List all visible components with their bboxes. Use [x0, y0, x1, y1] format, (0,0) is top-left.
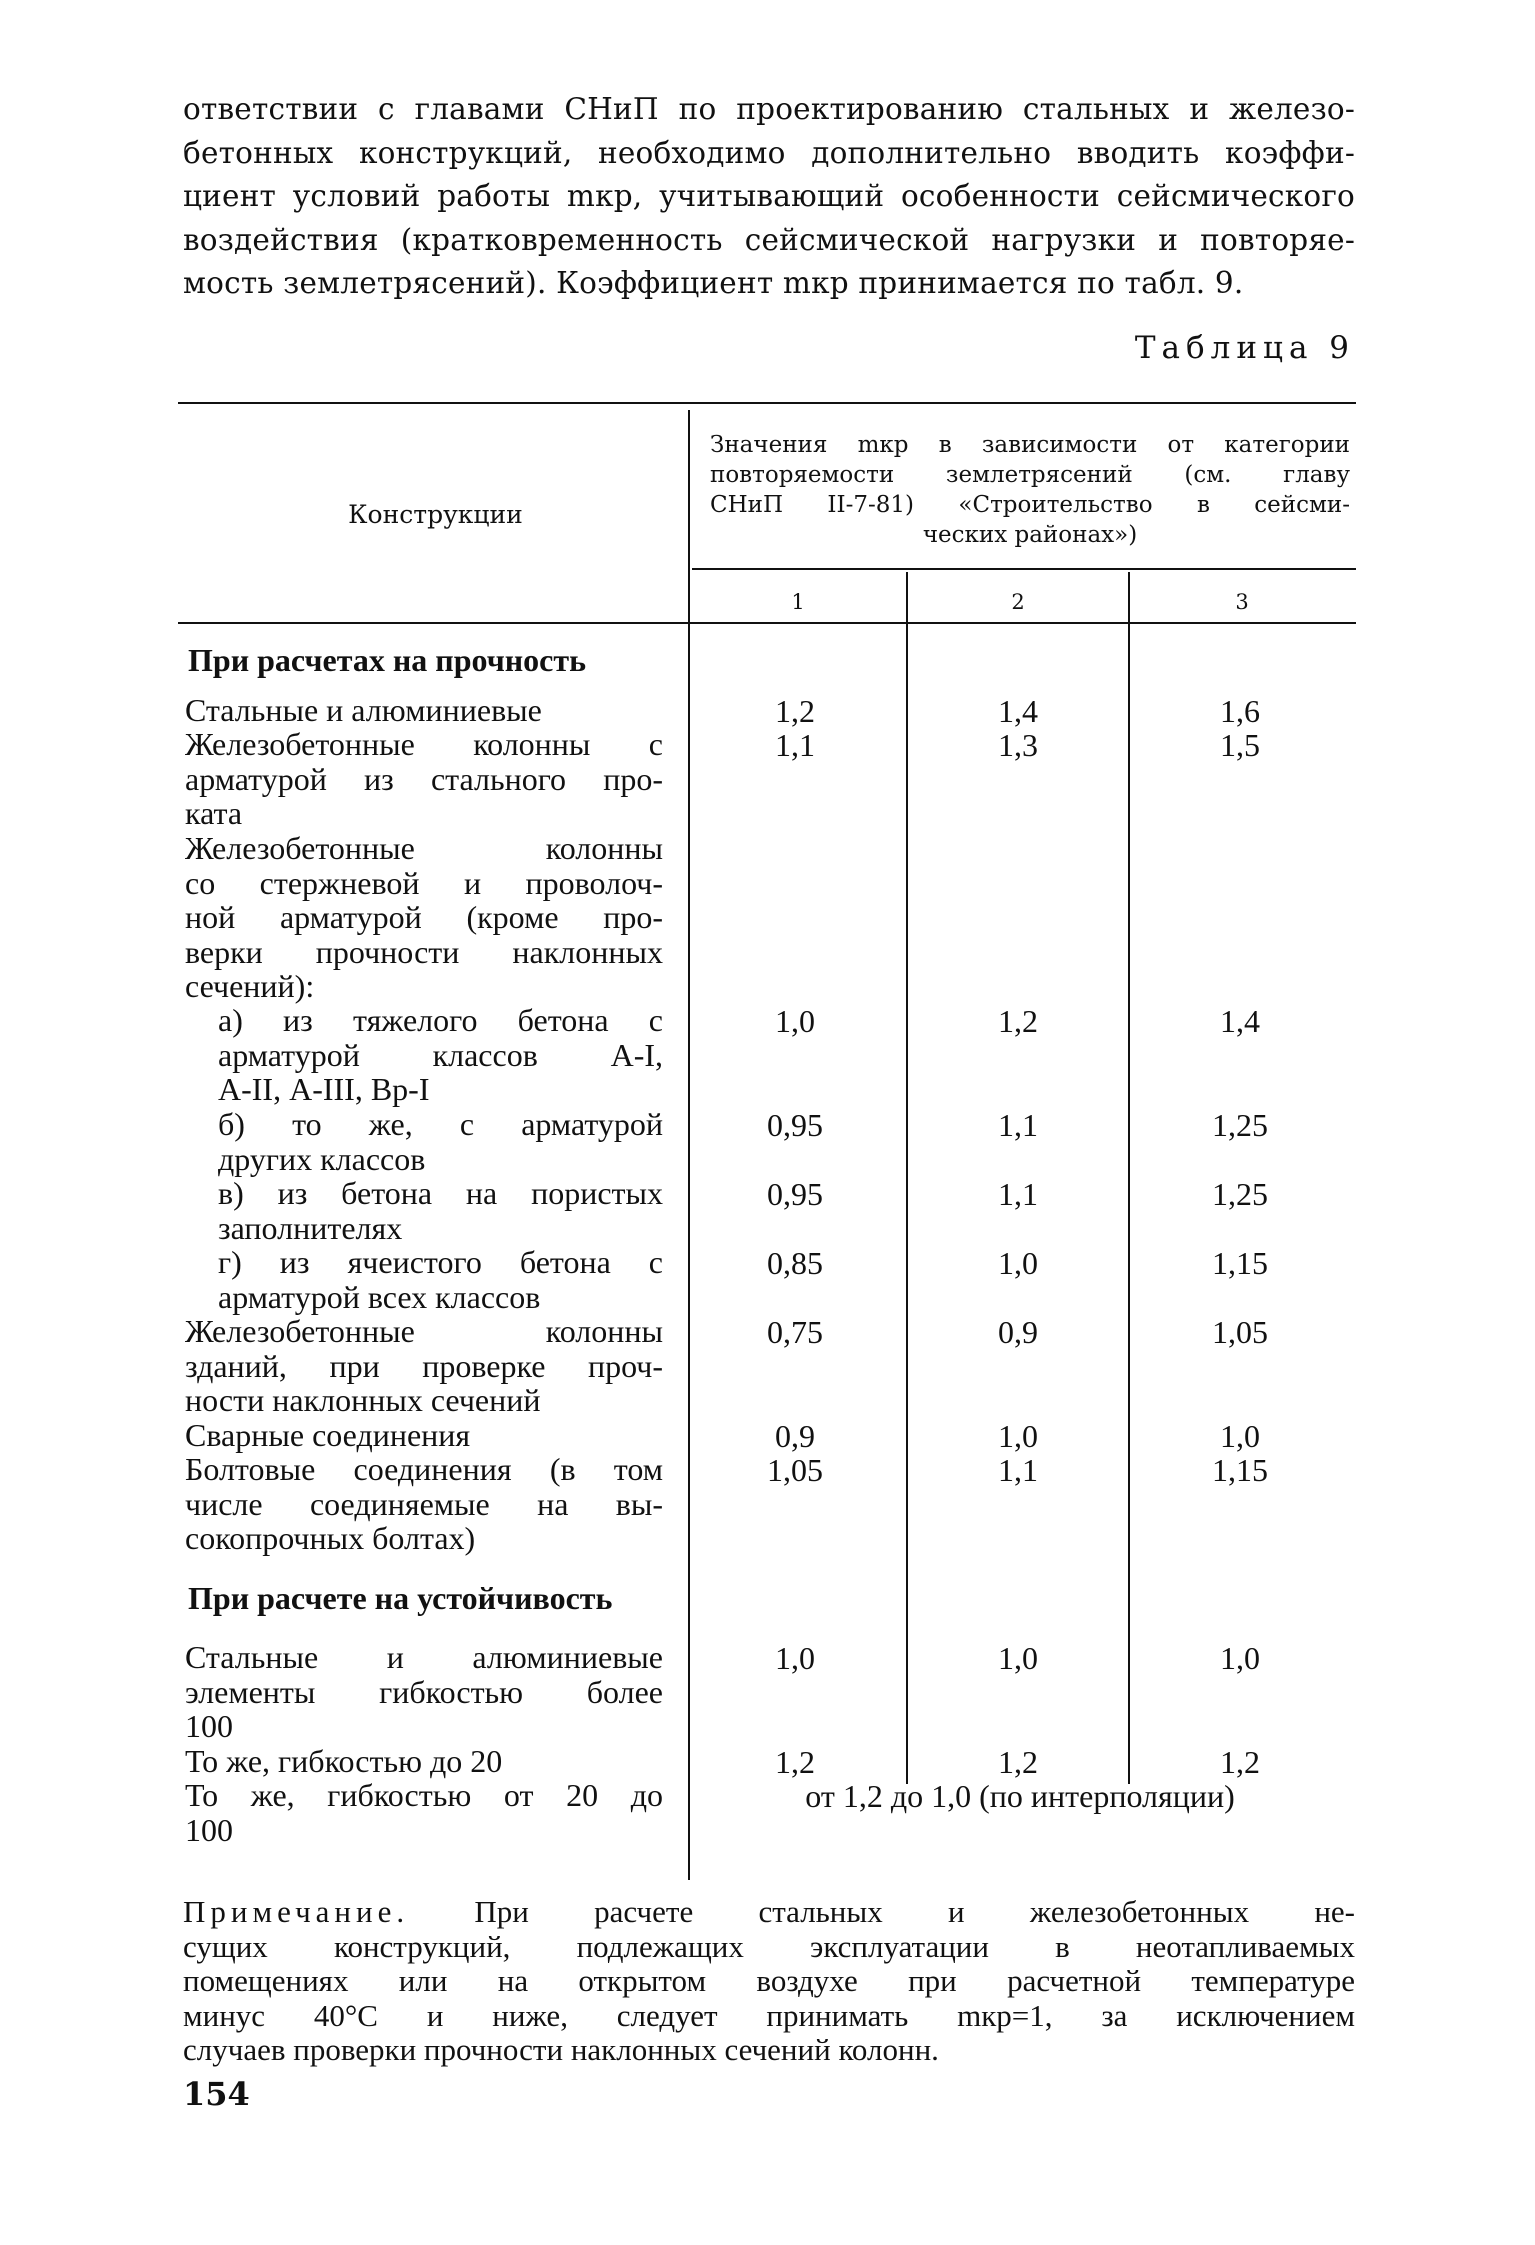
row-label-line: Стальные и алюминиевые — [185, 692, 542, 728]
table-cell: 1,2 — [998, 1744, 1038, 1780]
table-cell: 1,25 — [1212, 1176, 1268, 1212]
header-bottom-rule — [178, 622, 1356, 624]
intro-line: ответствии с главами СНиП по проектированию стальных и железо- — [183, 92, 1355, 126]
table-cell: 1,2 — [1220, 1744, 1260, 1780]
row-label-line: Железобетонные колонны — [185, 830, 663, 866]
row-label-line: сечений): — [185, 968, 315, 1004]
row-label-line: Болтовые соединения (в том — [185, 1451, 663, 1487]
section-heading-strength: При расчетах на прочность — [188, 642, 587, 678]
row-label-line: заполнителях — [218, 1209, 403, 1246]
row-label — [218, 1176, 663, 1245]
row-label — [185, 1314, 663, 1418]
note-line — [183, 1895, 1355, 1930]
row-label — [185, 831, 663, 1004]
row-label-line: То же, гибкостью от 20 до — [185, 1777, 663, 1813]
row-label — [185, 727, 663, 831]
row-label-line: числе соединяемые на вы- — [185, 1485, 663, 1522]
row-label-line: ката — [185, 795, 243, 831]
row-label-line: верки прочности наклонных — [185, 933, 663, 970]
table-cell: 1,0 — [775, 1640, 815, 1676]
header-values-line: СНиП II-7-81) «Строительство в сейсми- — [710, 492, 1350, 518]
row-label-line: ности наклонных сечений — [185, 1382, 541, 1418]
row-label — [185, 1452, 663, 1556]
row-label-line: элементы гибкостью более — [185, 1673, 663, 1710]
note-line-text: При расчете стальных и железобетонных не- — [474, 1894, 1356, 1929]
table-cell: 1,1 — [998, 1176, 1038, 1212]
table-cell: 1,5 — [1220, 727, 1260, 763]
row-label — [218, 1245, 663, 1314]
merged-interpolation-cell: от 1,2 до 1,0 (по интерполяции) — [805, 1778, 1235, 1814]
table-cell: 1,25 — [1212, 1107, 1268, 1143]
table-cell: 1,05 — [1212, 1314, 1268, 1350]
row-label-line: А-II, А-III, Вр-I — [218, 1071, 430, 1107]
table-cell: 1,6 — [1220, 693, 1260, 729]
row-label-line: со стержневой и проволоч- — [185, 864, 663, 901]
column-divider-1 — [906, 572, 908, 1784]
row-label-line: в) из бетона на пористых — [218, 1175, 663, 1211]
intro-line: мость землетрясений). Коэффициент mкр принимается по табл. 9. — [183, 266, 1244, 300]
table-cell: 1,0 — [1220, 1640, 1260, 1676]
table-cell: 1,15 — [1212, 1452, 1268, 1488]
header-values-line: ческих районах») — [922, 522, 1138, 548]
table-cell: 1,0 — [998, 1418, 1038, 1454]
row-label-line: арматурой из стального про- — [185, 760, 663, 797]
table-cell: 0,9 — [775, 1418, 815, 1454]
intro-line: воздействия (кратковременность сейсмической нагрузки и повторяе- — [183, 222, 1355, 257]
table-cell: 1,2 — [998, 1003, 1038, 1039]
row-label-line: арматурой всех классов — [218, 1278, 541, 1315]
header-values-line: Значения mкр в зависимости от категории — [710, 432, 1350, 458]
row-label-line: других классов — [218, 1140, 426, 1177]
row-label-line: сокопрочных болтах) — [185, 1520, 476, 1556]
row-label-line: 100 — [185, 1708, 233, 1744]
row-label-line: а) из тяжелого бетона с — [218, 1002, 663, 1038]
row-label-line: зданий, при проверке проч- — [185, 1347, 663, 1384]
header-mid-rule — [692, 568, 1356, 570]
row-label — [185, 1418, 663, 1453]
table-top-rule — [178, 402, 1356, 404]
column-number-2: 2 — [1011, 590, 1025, 614]
note-line: минус 40°С и ниже, следует принимать mкр=1, за исключением — [183, 1997, 1355, 2033]
table-cell: 0,85 — [767, 1245, 823, 1281]
row-label-line: б) то же, с арматурой — [218, 1106, 663, 1142]
table-cell: 1,2 — [775, 693, 815, 729]
row-label-line: Железобетонные колонны — [185, 1313, 663, 1349]
header-values — [710, 430, 1350, 550]
column-divider-main — [688, 410, 690, 1880]
page-number: 154 — [183, 2075, 250, 2113]
row-label-line: Сварные соединения — [185, 1417, 471, 1453]
section-heading-stability: При расчете на устойчивость — [188, 1580, 613, 1616]
table-cell: 1,1 — [775, 727, 815, 763]
table-cell: 1,0 — [775, 1003, 815, 1039]
row-label — [185, 1640, 663, 1744]
table-cell: 1,05 — [767, 1452, 823, 1488]
table-cell: 1,0 — [1220, 1418, 1260, 1454]
table-cell: 1,0 — [998, 1245, 1038, 1281]
header-values-line: повторяемости землетрясений (см. главу — [710, 462, 1350, 488]
row-label-line: Железобетонные колонны с — [185, 726, 663, 762]
row-label — [185, 693, 663, 728]
table-cell: 1,1 — [998, 1107, 1038, 1143]
row-label-line: 100 — [185, 1811, 233, 1848]
row-label-line: г) из ячеистого бетона с — [218, 1244, 663, 1280]
note-line: случаев проверки прочности наклонных сечений колонн. — [183, 2032, 939, 2067]
note-label: Примечание. — [183, 1894, 410, 1929]
table-cell: 1,3 — [998, 727, 1038, 763]
intro-paragraph — [183, 88, 1355, 306]
row-label — [185, 1778, 663, 1847]
table-cell: 1,2 — [775, 1744, 815, 1780]
intro-line: бетонных конструкций, необходимо дополнительно вводить коэффи- — [183, 135, 1355, 170]
table-cell: 0,95 — [767, 1176, 823, 1212]
row-label-line: арматурой классов А-I, — [218, 1036, 663, 1073]
table-cell: 1,4 — [998, 693, 1038, 729]
row-label — [218, 1107, 663, 1176]
header-constructions: Конструкции — [348, 500, 523, 529]
column-number-1: 1 — [791, 590, 805, 614]
intro-line: циент условий работы mкр, учитывающий особенности сейсмического — [183, 179, 1355, 213]
note-line: помещениях или на открытом воздухе при расчетной температуре — [183, 1963, 1355, 1998]
table-cell: 1,4 — [1220, 1003, 1260, 1039]
table-cell: 1,1 — [998, 1452, 1038, 1488]
table-note — [183, 1895, 1355, 2068]
column-divider-2 — [1128, 572, 1130, 1784]
row-label-line: ной арматурой (кроме про- — [185, 899, 663, 935]
row-label — [218, 1003, 663, 1107]
row-label-line: Стальные и алюминиевые — [185, 1639, 663, 1675]
note-line: сущих конструкций, подлежащих эксплуатации в неотапливаемых — [183, 1928, 1355, 1964]
column-number-3: 3 — [1235, 590, 1249, 614]
table-cell: 0,75 — [767, 1314, 823, 1350]
table-cell: 1,0 — [998, 1640, 1038, 1676]
row-label — [185, 1744, 663, 1779]
table-cell: 0,9 — [998, 1314, 1038, 1350]
table-caption: Таблица 9 — [1134, 330, 1355, 366]
table-cell: 0,95 — [767, 1107, 823, 1143]
row-label-line: То же, гибкостью до 20 — [185, 1743, 503, 1779]
table-cell: 1,15 — [1212, 1245, 1268, 1281]
